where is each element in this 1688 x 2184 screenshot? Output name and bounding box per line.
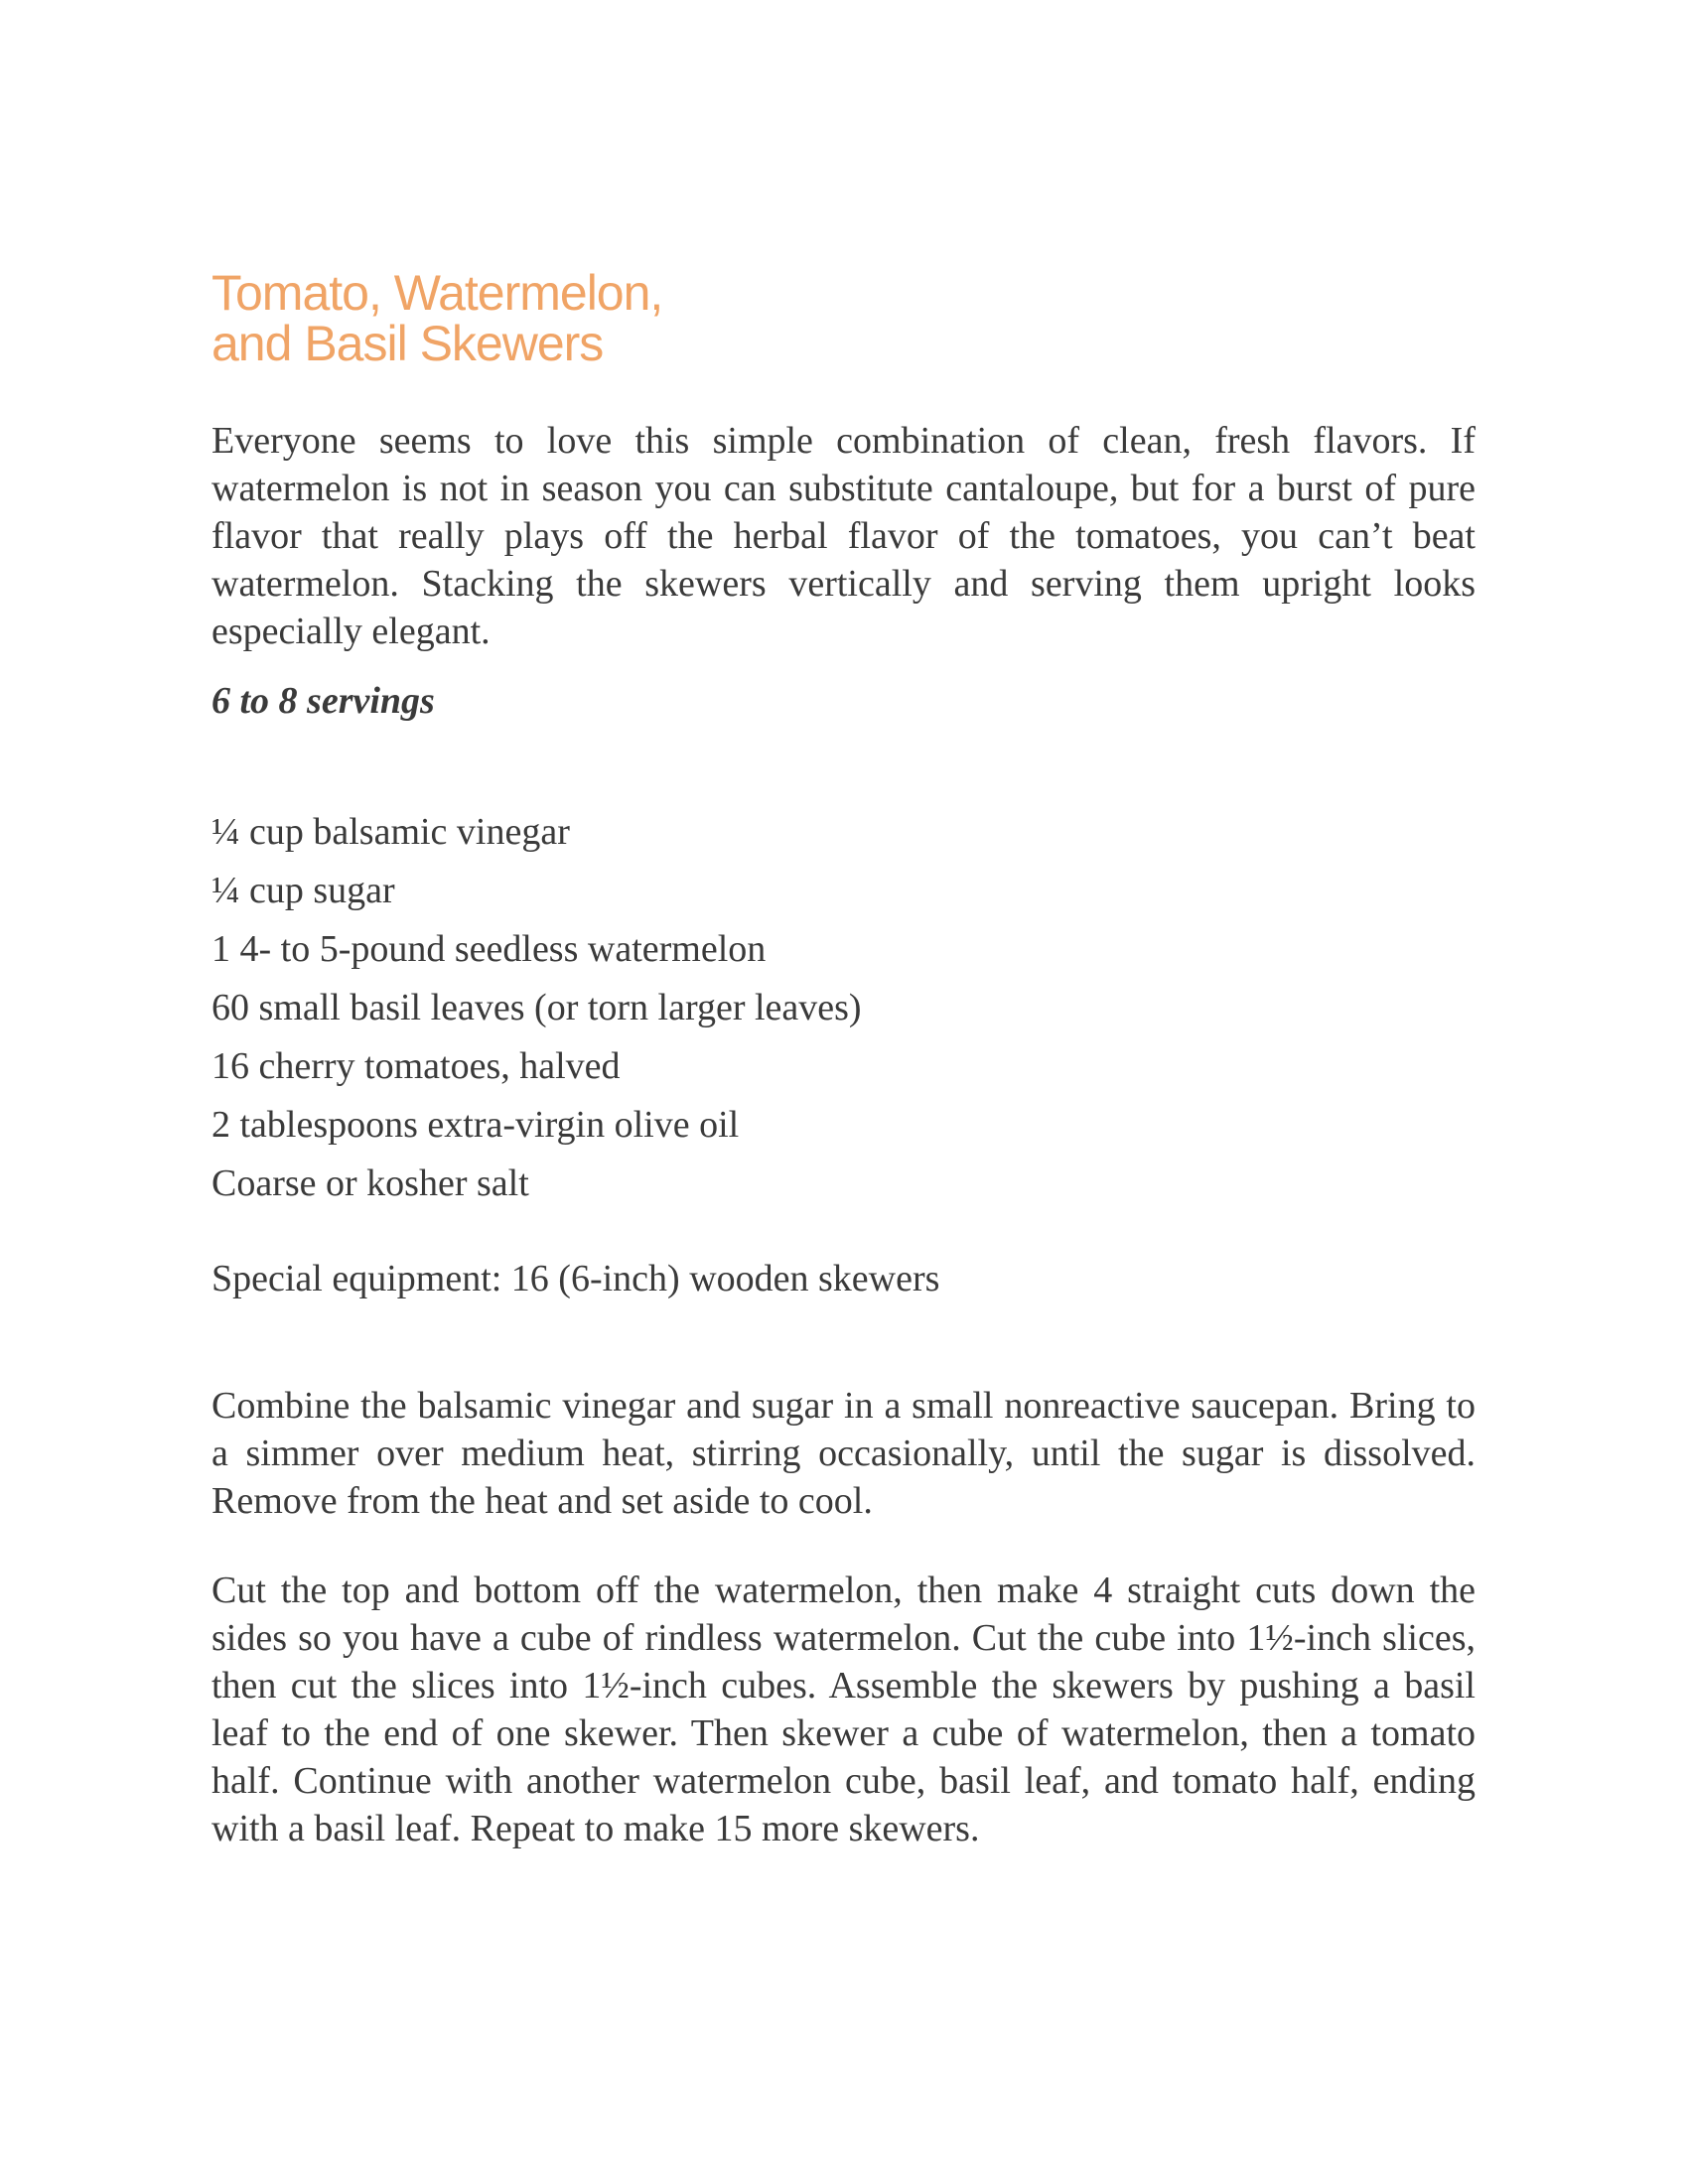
ingredient-item: 16 cherry tomatoes, halved <box>211 1045 621 1087</box>
ingredient-item: ¼ cup balsamic vinegar <box>211 811 570 853</box>
ingredient-item: 2 tablespoons extra-virgin olive oil <box>211 1104 740 1146</box>
method-step-1: Combine the balsamic vinegar and sugar in a small nonreactive saucepan. Bring to a simmer over medium heat, stirring occasionally, until the sugar is dissolved. Remove from the heat and set aside to cool. <box>211 1385 1476 1522</box>
recipe-servings: 6 to 8 servings <box>211 680 435 722</box>
recipe-title-line-1: Tomato, Watermelon, <box>211 265 663 321</box>
recipe-intro: Everyone seems to love this simple combination of clean, fresh flavors. If watermelon is not in season you can substitute cantaloupe, but for a burst of pure flavor that really plays off the herbal flavor of the tomatoes, you can’t beat watermelon. Stacking the skewers vertically and serving them upright looks especially elegant. <box>211 420 1476 652</box>
ingredient-item: ¼ cup sugar <box>211 870 395 911</box>
ingredient-item: 60 small basil leaves (or torn larger leaves) <box>211 987 862 1028</box>
ingredient-item: 1 4- to 5-pound seedless watermelon <box>211 928 767 970</box>
recipe-content <box>211 265 1476 1852</box>
special-equipment: Special equipment: 16 (6-inch) wooden skewers <box>211 1258 940 1299</box>
ingredient-list <box>211 810 1476 1220</box>
recipe-title-line-2: and Basil Skewers <box>211 316 604 371</box>
ingredient-item: Coarse or kosher salt <box>211 1162 529 1204</box>
recipe-title <box>211 265 1476 371</box>
method-step-2: Cut the top and bottom off the watermelon, then make 4 straight cuts down the sides so you have a cube of rindless watermelon. Cut the cube into 1½-inch slices, then cut the slices into 1½-inch cubes. Assemble the skewers by pushing a basil leaf to the end of one skewer. Then skewer a cube of watermelon, then a tomato half. Continue with another watermelon cube, basil leaf, and tomato half, ending with a basil leaf. Repeat to make 15 more skewers. <box>211 1570 1476 1849</box>
